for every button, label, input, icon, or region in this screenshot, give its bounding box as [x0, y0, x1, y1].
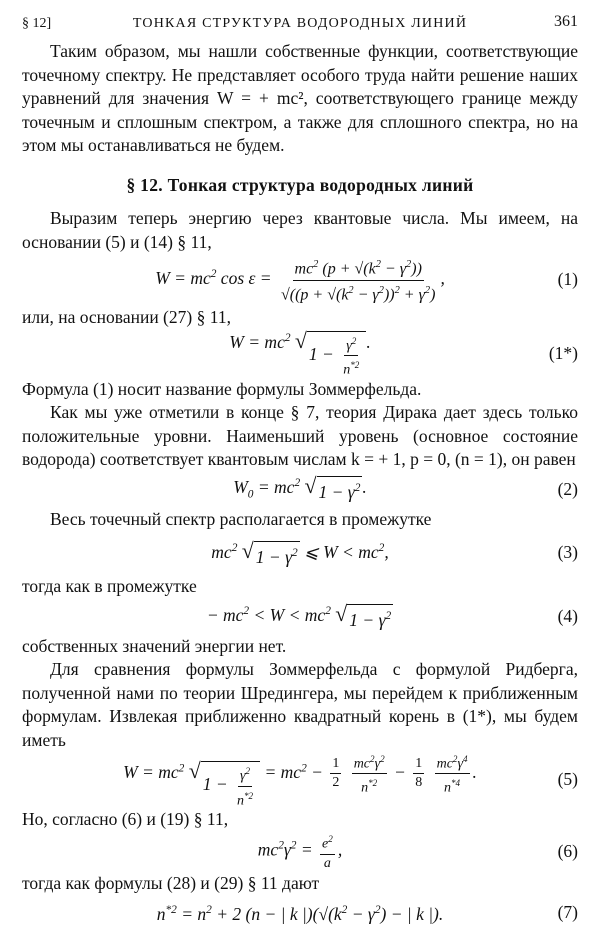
equation-2-body: $W_0 = mc^2$ √ $1 - \gamma^2$ . — [233, 472, 367, 507]
equation-3-number: (3) — [557, 542, 578, 563]
equation-5-body: $W = mc^2$ √ 1 − $\frac{\gamma^2}{n^{*2}}$ = $mc^2$ − $\frac{1}{2}$ $\frac{mc^2\gamma^2}{n^{*2}}$ − $\frac{1}{8}$ $\frac{mc^2\gamma^4}{n^{*4}}$ . — [123, 750, 477, 810]
paragraph-1: Таким образом, мы нашли собственные функции, соответствующие точечному спектру. Не представляет особого труда найти решение наших уравнений для значения W = + mc², соответствующего границе между точечным и сплошным спектром, а также для сплошного спектра, но на этом мы останавливаться не будем. — [22, 41, 578, 155]
equation-1-star-body: $W = mc^2$ √ 1 − $\frac{\gamma^2}{n^{*2}}$ . — [229, 328, 371, 379]
equation-2-number: (2) — [557, 478, 578, 499]
header-section: § 12] — [22, 16, 52, 31]
paragraph-6: Весь точечный спектр располагается в промежутке — [50, 508, 432, 529]
equation-6-body: $mc^2\gamma^2$ = $\frac{e^2}{a}$ , — [258, 830, 342, 873]
equation-1-star — [22, 330, 578, 378]
paragraph-3: или, на основании (27) § 11, — [22, 307, 231, 327]
equation-3 — [22, 531, 578, 575]
equation-1-fraction: $\frac{mc^2 (p + √(k^2 - \gamma^2))}{√((p + √(k^2 - \gamma^2))^2 + \gamma^2)}$ — [279, 255, 437, 305]
equation-4-body: − $mc^2 < W < mc^2$ √ $1 - \gamma^2$ — [207, 600, 393, 632]
equation-5-number: (5) — [557, 769, 578, 790]
equation-2 — [22, 472, 578, 508]
section-heading: § 12. Тонкая структура водородных линий — [126, 174, 474, 195]
equation-6 — [22, 832, 578, 872]
equation-7-body: $n^{*2} = n^2 + 2$ (n − | k $|)(√(k^2 - \gamma^2)$ − | k |). — [156, 904, 444, 925]
equation-4 — [22, 599, 578, 635]
paragraph-10: Но, согласно (6) и (19) § 11, — [22, 809, 229, 829]
book-page — [22, 0, 578, 931]
equation-1-star-number: (1*) — [548, 342, 578, 363]
equation-1-body: $W = mc^2$ cos ε = $\frac{mc^2 (p + √(k^2 - \gamma^2))}{√((p + √(k^2 - \gamma^2))^2 + \gamma^2)}$ , — [155, 255, 445, 305]
equation-1-number: (1) — [557, 269, 578, 290]
running-header — [22, 8, 578, 36]
equation-7 — [22, 895, 578, 931]
equation-1 — [22, 254, 578, 306]
equation-7-number: (7) — [557, 902, 578, 923]
paragraph-7: тогда как в промежутке — [22, 576, 197, 596]
paragraph-4: Формула (1) носит название формулы Зоммерфельда. — [22, 378, 422, 399]
equation-6-number: (6) — [557, 840, 578, 861]
paragraph-2: Выразим теперь энергию через квантовые числа. Мы имеем, на основании (5) и (14) § 11, — [22, 208, 578, 252]
equation-5 — [22, 752, 578, 808]
paragraph-9: Для сравнения формулы Зоммерфельда с формулой Ридберга, полученной нами по теории Шредингера, мы перейдем к приближенным формулам. Извлекая приближенно квадратный корень в (1*), мы будем иметь — [22, 659, 578, 750]
equation-3-body: $mc^2$ √ $1 - \gamma^2$ ⩽ $W < mc^2$, — [211, 537, 388, 569]
paragraph-5: Как мы уже отметили в конце § 7, теория Дирака дает здесь только положительные уровни. Наименьший уровень (основное состояние водорода) соответствует квантовым числам k = + 1, p = 0, (n = 1), он равен — [22, 402, 578, 469]
paragraph-11: тогда как формулы (28) и (29) § 11 дают — [22, 872, 320, 893]
paragraph-8: собственных значений энергии нет. — [22, 635, 287, 656]
page-number: 361 — [554, 13, 578, 30]
header-title: ТОНКАЯ СТРУКТУРА ВОДОРОДНЫХ ЛИНИЙ — [132, 16, 468, 31]
equation-4-number: (4) — [557, 605, 578, 626]
